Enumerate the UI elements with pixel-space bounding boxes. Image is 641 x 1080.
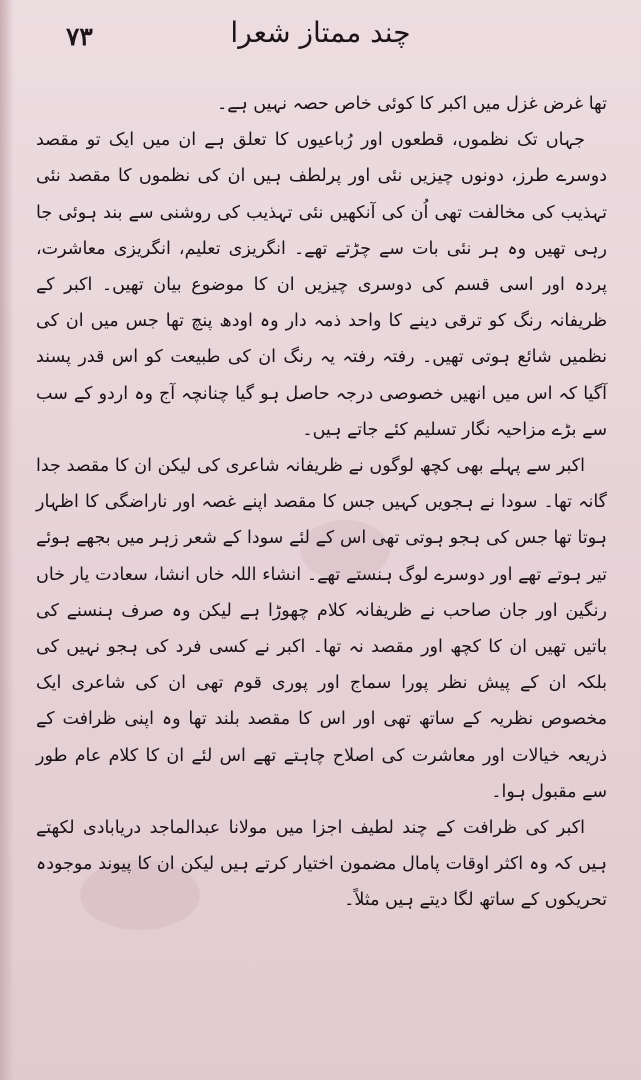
page-header bbox=[0, 14, 641, 62]
paragraph: اکبر سے پہلے بھی کچھ لوگوں نے ظریفانہ شاعری کی لیکن ان کا مقصد جدا گانہ تھا۔ سودا نے ہجویں کہیں جس کا مقصد اپنے غصہ اور ناراضگی کا اظہار ہوتا تھا جس کی ہجو ہوتی تھی اس کے لئے سودا کے شعر زہر میں بجھے ہوئے تیر ہوتے تھے اور دوسرے لوگ ہنستے تھے۔ انشاء اللہ خاں انشا، سعادت یار خاں رنگین اور جان صاحب نے ظریفانہ کلام چھوڑا ہے لیکن وہ صرف ہنسنے کی باتیں تھیں ان کا کچھ اور مقصد نہ تھا۔ اکبر نے کسی فرد کی ہجو نہیں کی بلکہ ان کے پیش نظر پورا سماج اور پوری قوم تھی ان کی شاعری ایک مخصوص نظریہ کے ساتھ تھی اور اس کا مقصد بلند تھا وہ اپنی ظرافت کے ذریعہ خیالات اور معاشرت کی اصلاح چاہتے تھے اس لئے ان کا کلام عام طور سے مقبول ہوا۔ bbox=[36, 456, 607, 802]
page-number: ۷۳ bbox=[66, 22, 93, 51]
paragraph: اکبر کی ظرافت کے چند لطیف اجزا میں مولانا عبدالماجد دریابادی لکھتے ہیں کہ وہ اکثر اوقات پامال مضمون اختیار کرتے ہیں لیکن ان کا پیوند موجودہ تحریکوں کے ساتھ لگا دیتے ہیں مثلاً۔ bbox=[36, 818, 607, 911]
body-text bbox=[36, 86, 607, 919]
running-head: چند ممتاز شعرا bbox=[230, 16, 411, 49]
paragraph: تھا غرض غزل میں اکبر کا کوئی خاص حصہ نہیں ہے۔ bbox=[216, 94, 607, 114]
paragraph: جہاں تک نظموں، قطعوں اور رُباعیوں کا تعلق ہے ان میں ایک تو مقصد دوسرے طرز، دونوں چیزیں نئی اور پرلطف ہیں ان کی نظموں کا مقصد نئی تہذیب کی مخالفت تھی اُن کی آنکھیں نئی تہذیب کی روشنی سے بند ہوئی جا رہی تھیں وہ ہر نئی بات سے چڑتے تھے۔ انگریزی تعلیم، انگریزی معاشرت، پردہ اور اسی قسم کی دوسری چیزیں ان کا موضوع بیان تھیں۔ اکبر کے ظریفانہ رنگ کو ترقی دینے کا واحد ذمہ دار وہ اودھ پنچ تھا جس میں ان کی نظمیں شائع ہوتی تھیں۔ رفتہ رفتہ یہ رنگ ان کی طبیعت کو اس قدر پسند آگیا کہ اس میں انھیں خصوصی درجہ حاصل ہو گیا چنانچہ آج وہ اردو کے سب سے بڑے مزاحیہ نگار تسلیم کئے جاتے ہیں۔ bbox=[36, 130, 607, 440]
